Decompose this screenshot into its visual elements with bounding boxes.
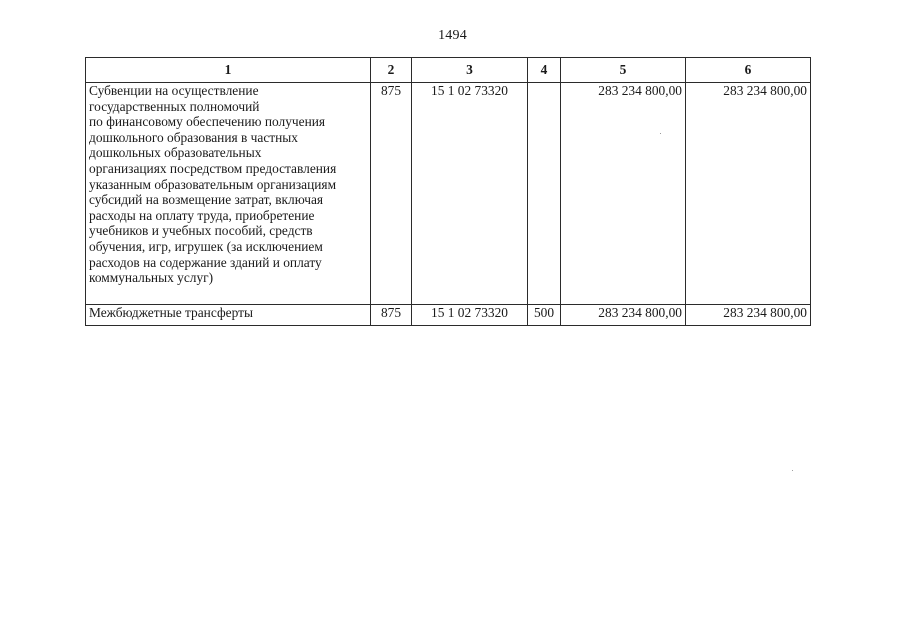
- row-description: [86, 83, 371, 305]
- description-line: субсидий на возмещение затрат, включая: [89, 192, 324, 208]
- description-line: дошкольных образовательных: [89, 145, 262, 161]
- row-target-article: 15 1 02 73320: [412, 83, 528, 305]
- table-header: [86, 58, 811, 83]
- header-col-6: 6: [686, 58, 811, 83]
- table-body: [86, 83, 811, 326]
- page-number: 1494: [438, 28, 467, 43]
- header-col-4: 4: [528, 58, 561, 83]
- row-expense-type: [528, 83, 561, 305]
- description-line: учебников и учебных пособий, средств: [89, 223, 313, 239]
- description-line: организациях посредством предоставления: [89, 160, 337, 176]
- description-line: указанным образовательным организациям: [89, 176, 337, 192]
- row-description: [86, 305, 371, 326]
- description-line: расходы на оплату труда, приобретение: [89, 207, 315, 223]
- row-amount-1: 283 234 800,00: [561, 305, 686, 326]
- description-line: Субвенции на осуществление: [89, 83, 259, 98]
- description-line: государственных полномочий: [89, 98, 260, 114]
- description-line: Межбюджетные трансферты: [89, 305, 253, 320]
- row-code: 875: [371, 83, 412, 305]
- scan-speck: [660, 133, 661, 134]
- description-line: коммунальных услуг): [89, 270, 214, 286]
- header-col-2: 2: [371, 58, 412, 83]
- budget-table: [85, 57, 811, 326]
- description-line: обучения, игр, игрушек (за исключением: [89, 238, 323, 254]
- table-row: [86, 83, 811, 305]
- row-amount-2: 283 234 800,00: [686, 83, 811, 305]
- row-amount-1: 283 234 800,00: [561, 83, 686, 305]
- header-row: [86, 58, 811, 83]
- description-line: по финансовому обеспечению получения: [89, 114, 326, 130]
- scan-speck: [792, 470, 793, 471]
- description-line: расходов на содержание зданий и оплату: [89, 254, 322, 270]
- table-row: [86, 305, 811, 326]
- header-col-5: 5: [561, 58, 686, 83]
- row-expense-type: 500: [528, 305, 561, 326]
- header-col-1: 1: [86, 58, 371, 83]
- description-line: дошкольного образования в частных: [89, 129, 298, 145]
- row-target-article: 15 1 02 73320: [412, 305, 528, 326]
- row-amount-2: 283 234 800,00: [686, 305, 811, 326]
- header-col-3: 3: [412, 58, 528, 83]
- row-code: 875: [371, 305, 412, 326]
